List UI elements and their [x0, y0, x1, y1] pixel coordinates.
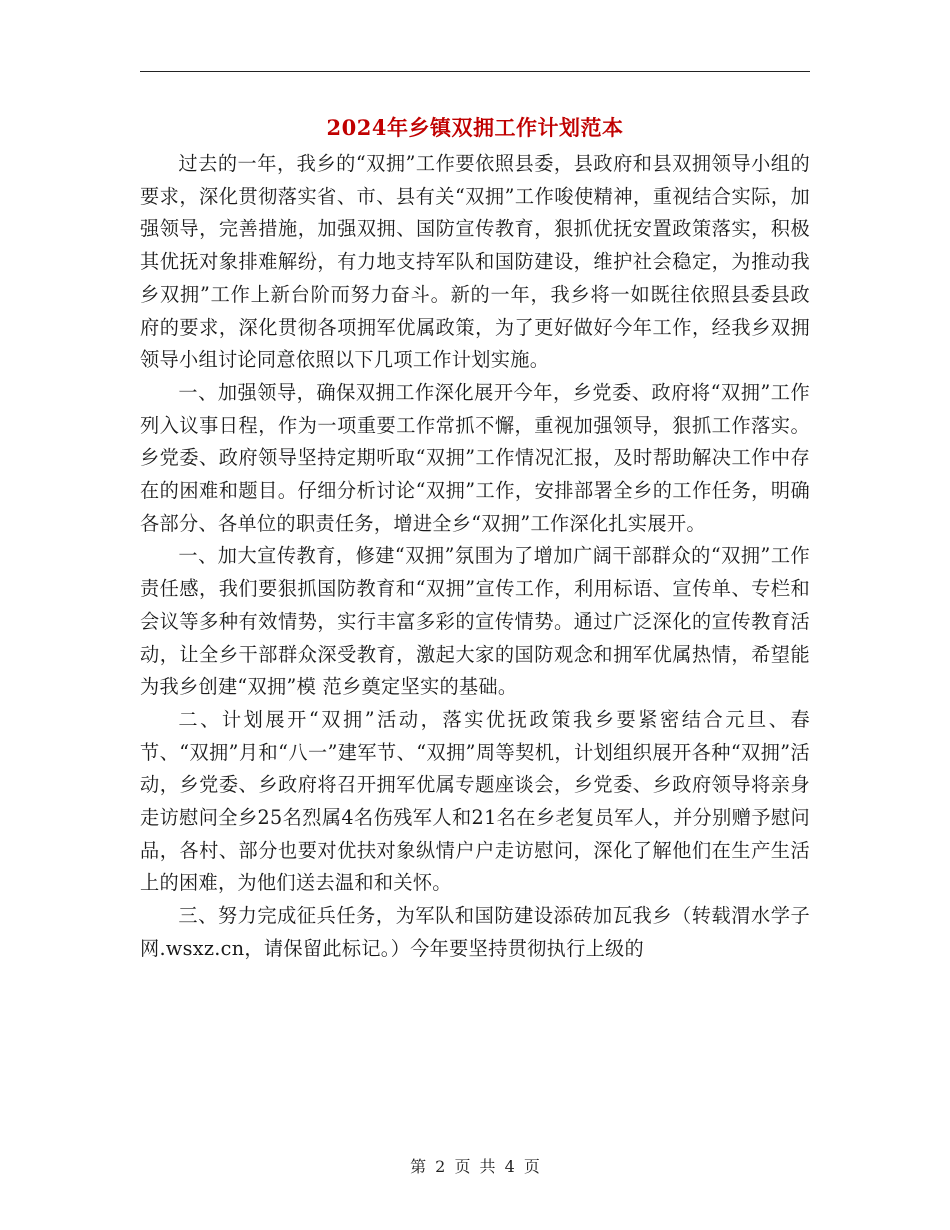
document-title: 2024年乡镇双拥工作计划范本: [326, 115, 624, 140]
paragraph-publicity: 一、加大宣传教育，修建“双拥”氛围为了增加广阔干部群众的“双拥”工作责任感，我们要狠抓国防教育和“双拥”宣传工作，利用标语、宣传单、专栏和会议等多种有效情势，实行丰富多彩的宣传情势。通过广泛深化的宣传教育活动，让全乡干部群众深受教育，激起大家的国防观念和拥军优属热情，希望能为我乡创建“双拥”模 范乡奠定坚实的基础。: [140, 544, 810, 699]
header-rule: [140, 71, 810, 72]
page-number-footer: 第 2 页 共 4 页: [410, 1157, 540, 1176]
paragraph-activities: 二、计划展开“双拥”活动，落实优抚政策我乡要紧密结合元旦、春节、“双拥”月和“八一”建军节、“双拥”周等契机，计划组织展开各种“双拥”活动，乡党委、乡政府将召开拥军优属专题座谈会，乡党委、乡政府领导将亲身走访慰问全乡25名烈属4名伤残军人和21名在乡老复员军人，并分别赠予慰问品，各村、部分也要对优扶对象纵情户户走访慰问，深化了解他们在生产生活上的困难，为他们送去温和和关怀。: [140, 707, 810, 895]
document-body: [140, 148, 810, 966]
paragraph-leadership: 一、加强领导，确保双拥工作深化展开今年，乡党委、政府将“双拥”工作列入议事日程，作为一项重要工作常抓不懈，重视加强领导，狠抓工作落实。乡党委、政府领导坚持定期听取“双拥”工作情况汇报，及时帮助解决工作中存在的困难和题目。仔细分析讨论“双拥”工作，安排部署全乡的工作任务，明确各部分、各单位的职责任务，增进全乡“双拥”工作深化扎实展开。: [140, 380, 810, 535]
paragraph-conscription: 三、努力完成征兵任务，为军队和国防建设添砖加瓦我乡（转载渭水学子网.wsxz.cn，请保留此标记。）今年要坚持贯彻执行上级的: [140, 904, 810, 960]
paragraph-intro: 过去的一年，我乡的“双拥”工作要依照县委，县政府和县双拥领导小组的要求，深化贯彻落实省、市、县有关“双拥”工作唆使精神，重视结合实际，加强领导，完善措施，加强双拥、国防宣传教育，狠抓优抚安置政策落实，积极其优抚对象排难解纷，有力地支持军队和国防建设，维护社会稳定，为推动我乡双拥”工作上新台阶而努力奋斗。新的一年，我乡将一如既往依照县委县政府的要求，深化贯彻各项拥军优属政策，为了更好做好今年工作，经我乡双拥领导小组讨论同意依照以下几项工作计划实施。: [140, 152, 810, 372]
